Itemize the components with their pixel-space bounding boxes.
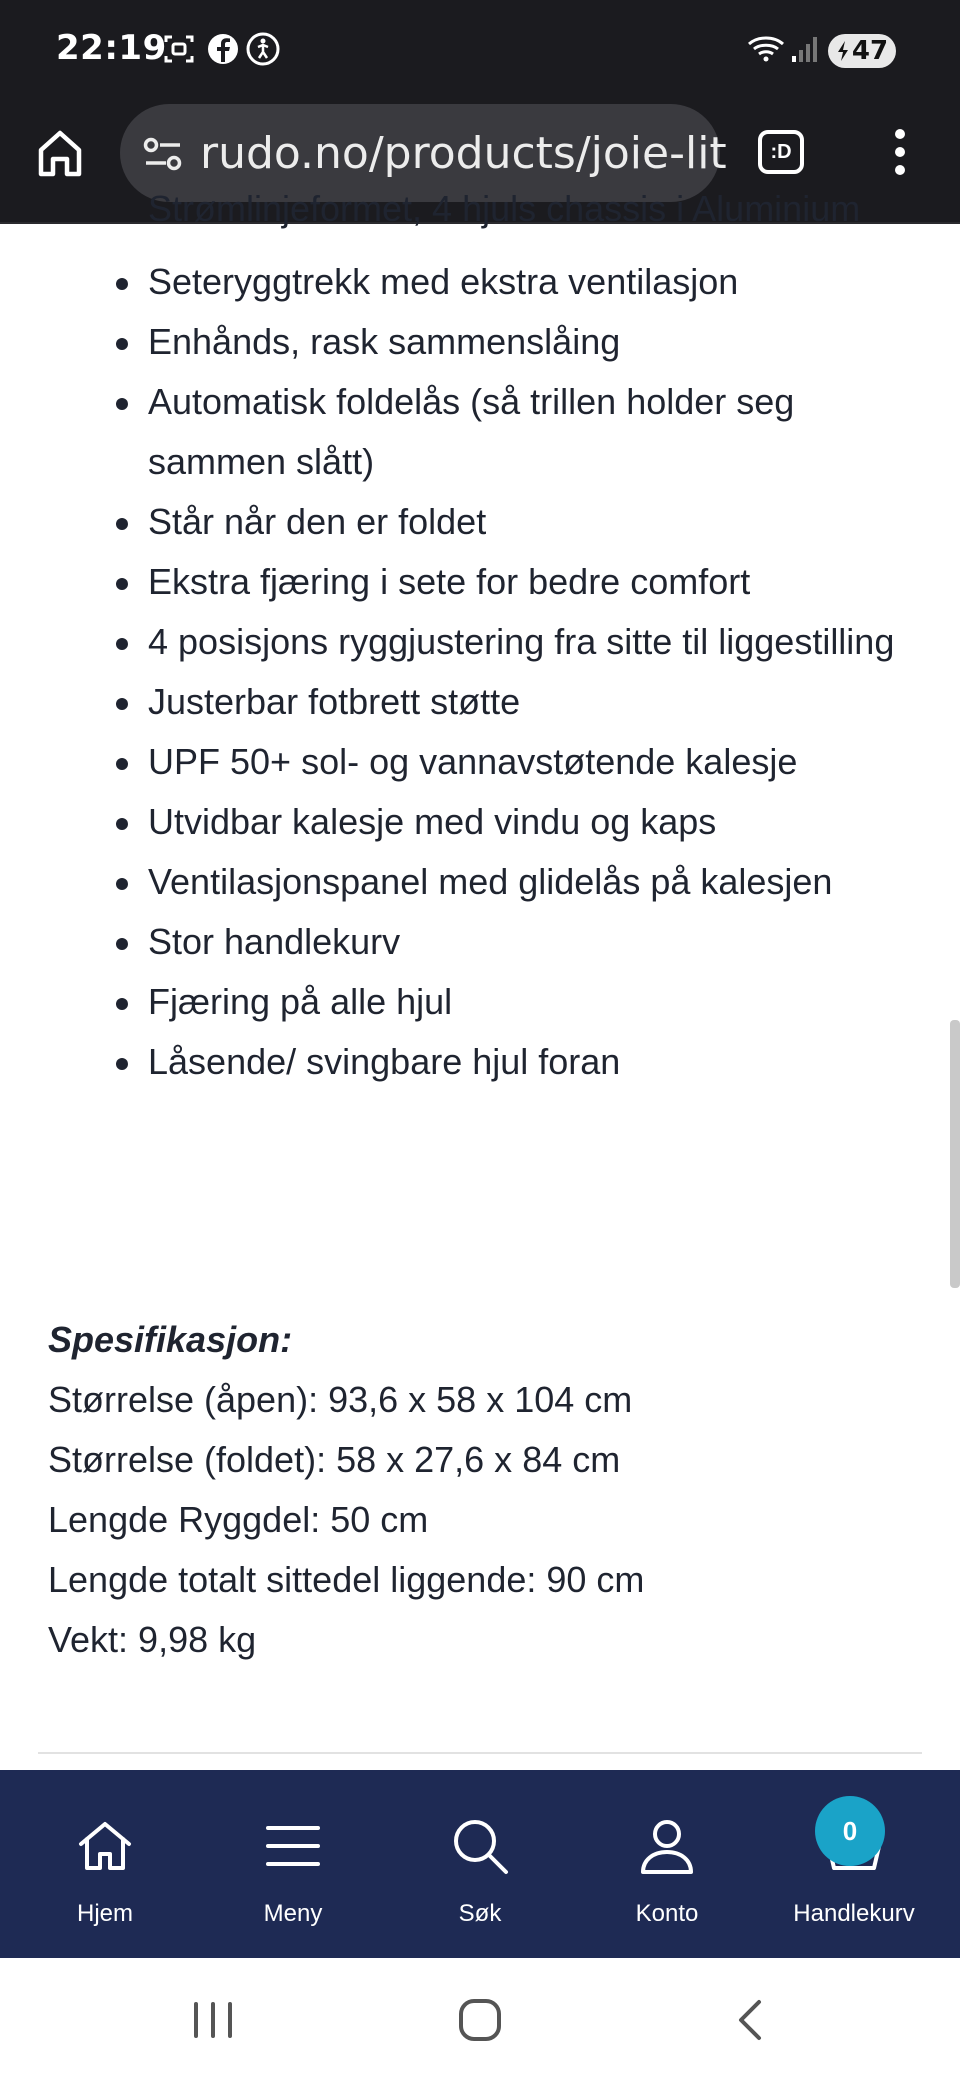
wifi-icon [746, 32, 786, 66]
spec-item: Størrelse (foldet): 58 x 27,6 x 84 cm [48, 1439, 621, 1480]
feature-item: Ventilasjonspanel med glidelås på kalesjen [112, 852, 912, 912]
cart-count-badge[interactable]: 0 [815, 1796, 885, 1866]
nav-label-home: Hjem [76, 1900, 133, 1927]
url-text[interactable]: rudo.no/products/joie-lit [200, 128, 727, 179]
spec-item: Størrelse (åpen): 93,6 x 58 x 104 cm [48, 1379, 633, 1420]
back-icon[interactable] [725, 1998, 775, 2042]
bottom-navigation [0, 1770, 960, 1958]
feature-item: Enhånds, rask sammenslåing [112, 312, 912, 372]
feature-item: UPF 50+ sol- og vannavstøtende kalesje [112, 732, 912, 792]
spec-item: Vekt: 9,98 kg [48, 1619, 257, 1660]
screenshot-icon [162, 32, 196, 66]
spec-item: Lengde totalt sittedel liggende: 90 cm [48, 1559, 645, 1600]
feature-item: Stor handlekurv [112, 912, 912, 972]
feature-item: Låsende/ svingbare hjul foran [112, 1032, 912, 1092]
product-description [0, 188, 960, 1770]
battery-level: 47 [851, 36, 889, 66]
nav-item-account[interactable] [592, 1770, 742, 1958]
system-navigation-bar [0, 1958, 960, 2080]
nav-label-menu: Meny [263, 1900, 323, 1927]
partial-feature-line: Strømlinjeformet, 4 hjuls chassis i Aluminium [148, 188, 861, 229]
recent-apps-icon[interactable] [188, 1998, 238, 2042]
feature-item: Automatisk foldelås (så trillen holder seg sammen slått) [112, 372, 912, 492]
specification-block [48, 1310, 644, 1670]
accessibility-icon [246, 32, 280, 66]
battery-charging-icon [836, 40, 850, 62]
nav-item-home[interactable] [30, 1770, 180, 1958]
feature-list [112, 252, 912, 1092]
spec-item: Lengde Ryggdel: 50 cm [48, 1499, 429, 1540]
feature-item: Står når den er foldet [112, 492, 912, 552]
more-vert-icon[interactable] [882, 126, 918, 178]
facebook-icon [206, 32, 240, 66]
feature-item: Utvidbar kalesje med vindu og kaps [112, 792, 912, 852]
home-circle-icon[interactable] [455, 1998, 505, 2042]
tab-switcher-icon[interactable] [758, 130, 804, 174]
home-icon[interactable] [36, 128, 84, 178]
battery-indicator [828, 34, 896, 68]
nav-label-cart: Handlekurv [793, 1900, 915, 1927]
user-icon [637, 1816, 697, 1876]
hamburger-menu-icon [263, 1816, 323, 1876]
nav-label-search: Søk [458, 1900, 502, 1927]
home-icon [75, 1816, 135, 1876]
site-settings-icon[interactable] [142, 136, 184, 172]
divider [38, 1752, 922, 1754]
feature-item: Seteryggtrekk med ekstra ventilasjon [112, 252, 912, 312]
scrollbar-thumb[interactable] [950, 1020, 960, 1288]
nav-item-menu[interactable] [218, 1770, 368, 1958]
tab-switcher-label: :D [770, 140, 792, 163]
spec-heading: Spesifikasjon: [48, 1319, 293, 1360]
feature-item: Justerbar fotbrett støtte [112, 672, 912, 732]
signal-icon [790, 32, 820, 66]
nav-item-search[interactable] [405, 1770, 555, 1958]
clock: 22:19 [56, 28, 167, 68]
status-bar [0, 0, 960, 100]
feature-item: 4 posisjons ryggjustering fra sitte til liggestilling [112, 612, 912, 672]
nav-label-account: Konto [635, 1900, 699, 1927]
search-icon [450, 1816, 510, 1876]
feature-item: Ekstra fjæring i sete for bedre comfort [112, 552, 912, 612]
feature-item: Fjæring på alle hjul [112, 972, 912, 1032]
